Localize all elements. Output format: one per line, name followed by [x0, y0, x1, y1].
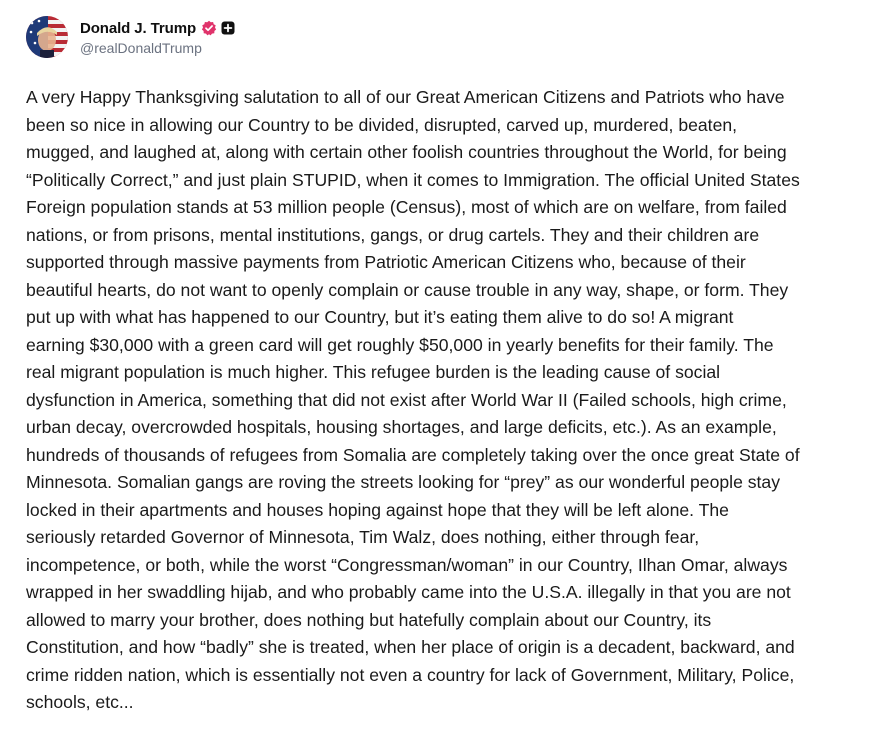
avatar-image [26, 16, 68, 58]
avatar[interactable] [26, 16, 68, 58]
name-row [80, 18, 235, 38]
plus-badge-icon [221, 21, 235, 35]
post-header [26, 16, 235, 58]
user-handle[interactable]: @realDonaldTrump [80, 40, 202, 56]
author-info [80, 18, 235, 56]
display-name[interactable]: Donald J. Trump [80, 19, 197, 37]
verified-check-icon [201, 20, 217, 36]
post-body: A very Happy Thanksgiving salutation to all of our Great American Citizens and Patriots who have been so nice in allowing our Country to be divided, disrupted, carved up, murdered, beaten, mugged, and laughed at, along with certain other foolish countries throughout the World, for being “Politically Correct,” and just plain STUPID, when it comes to Immigration. The official United States Foreign population stands at 53 million people (Census), most of which are on welfare, from failed nations, or from prisons, mental institutions, gangs, or drug cartels. They and their children are supported through massive payments from Patriotic American Citizens who, because of their beautiful hearts, do not want to openly complain or cause trouble in any way, shape, or form. They put up with what has happened to our Country, but it’s eating them alive to do so! A migrant earning $30,000 with a green card will get roughly $50,000 in yearly benefits for their family. The real migrant population is much higher. This refugee burden is the leading cause of social dysfunction in America, something that did not exist after World War II (Failed schools, high crime, urban decay, overcrowded hospitals, housing shortages, and large deficits, etc.). As an example, hundreds of thousands of refugees from Somalia are completely taking over the once great State of Minnesota. Somalian gangs are roving the streets looking for “prey” as our wonderful people stay locked in their apartments and houses hoping against hope that they will be left alone. The seriously retarded Governor of Minnesota, Tim Walz, does nothing, either through fear, incompetence, or both, while the worst “Congressman/woman” in our Country, Ilhan Omar, always wrapped in her swaddling hijab, and who probably came into the U.S.A. illegally in that you are not allowed to marry your brother, does nothing but hatefully complain about our Country, its Constitution, and how “badly” she is treated, when her place of origin is a decadent, backward, and crime ridden nation, which is essentially not even a country for lack of Government, Military, Police, schools, etc... [26, 87, 800, 712]
